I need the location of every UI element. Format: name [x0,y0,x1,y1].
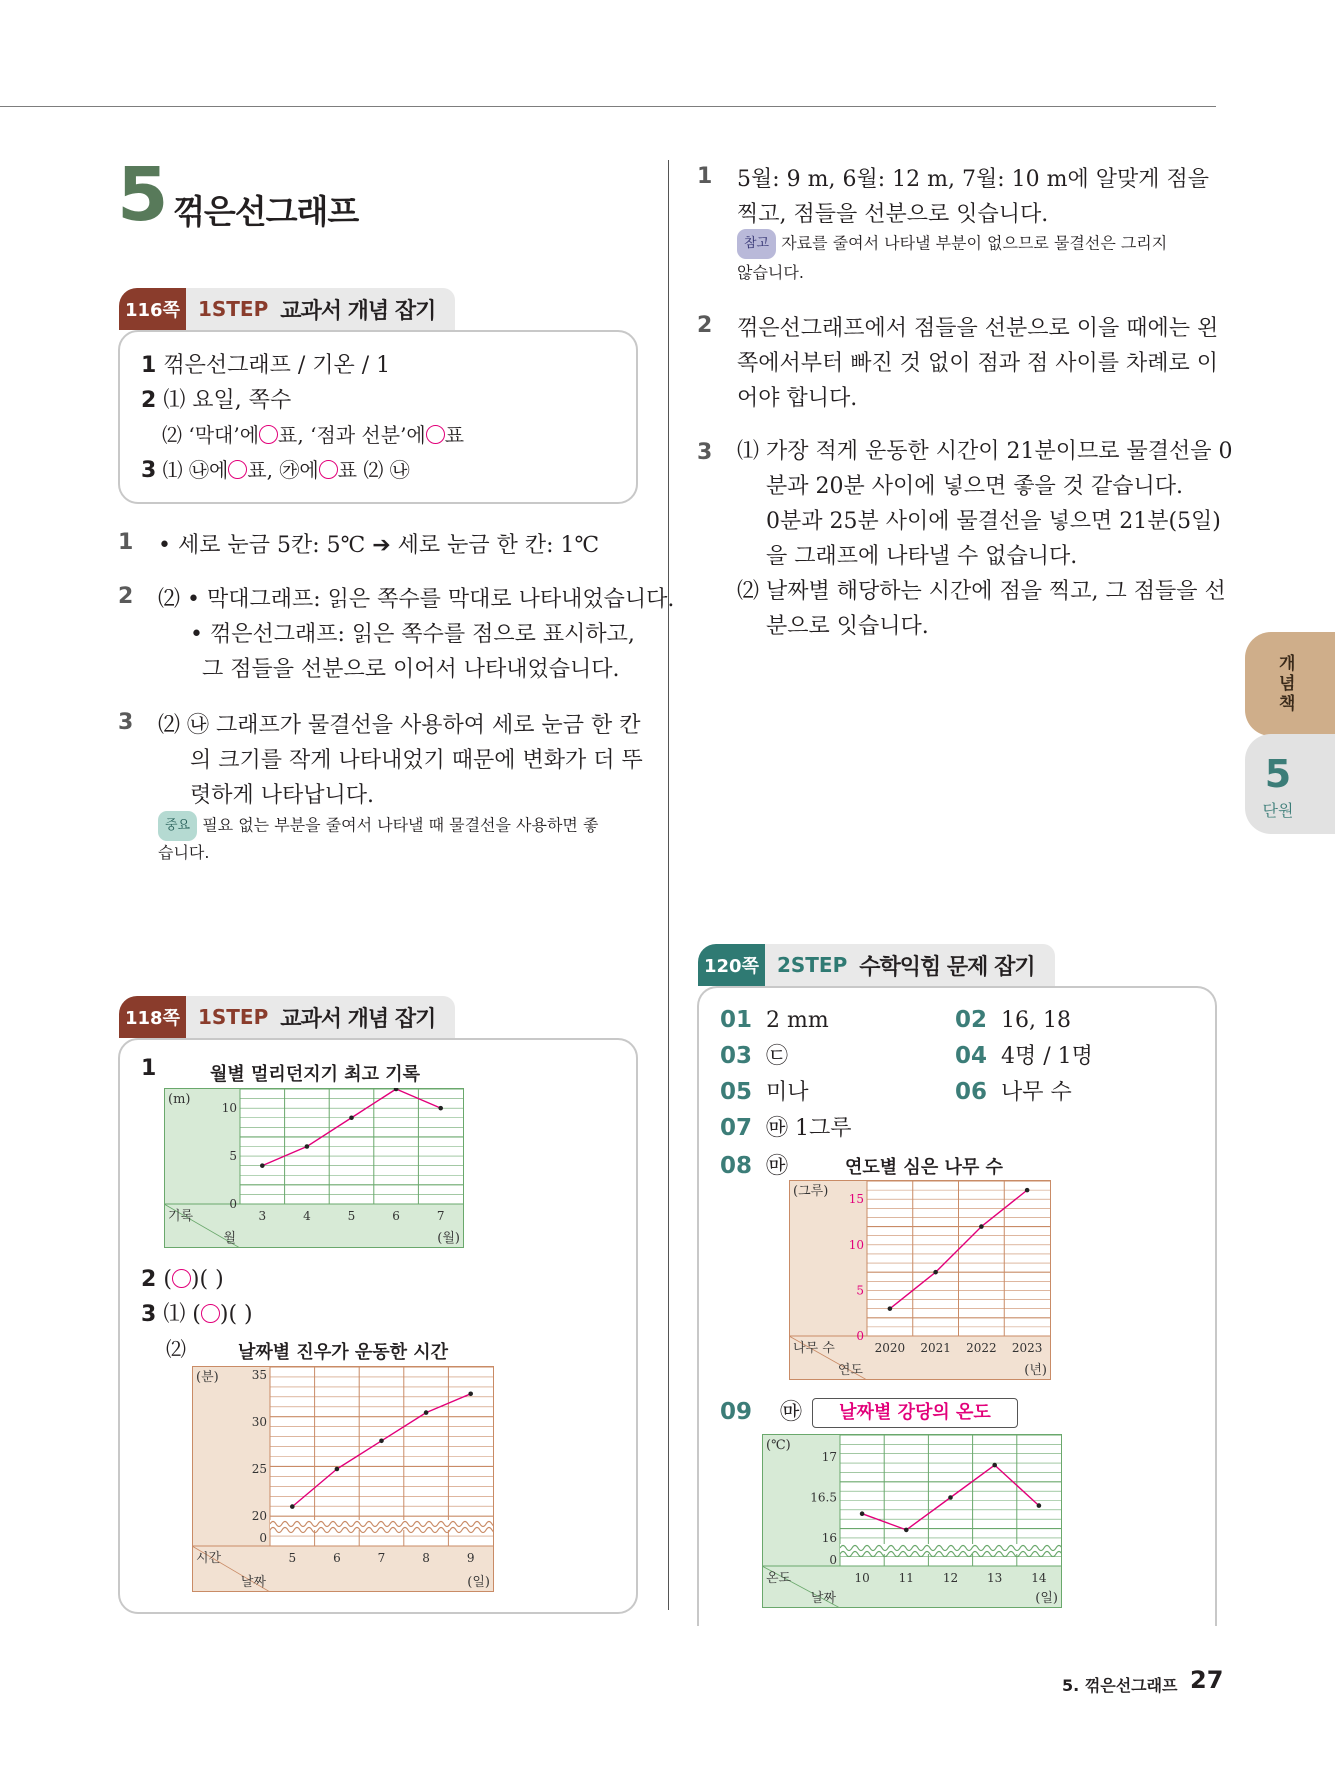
chapter-title: 꺾은선그래프 [173,192,359,231]
footer-chapter-label: 5. 꺾은선그래프 [1062,1676,1178,1695]
circle-mark [172,1269,191,1288]
box118-q3-sub: ⑵ [166,1337,186,1361]
page-badge: 116쪽 [119,288,186,330]
x-unit-label: (일) [467,1575,490,1590]
important-tag: 중요 [158,811,197,841]
circle-mark [259,425,278,444]
right-q2-line: 꺾은선그래프에서 점들을 선분으로 이을 때에는 왼 [737,316,1219,341]
right-q1-line: 찍고, 점들을 선분으로 잇습니다. [737,202,1049,227]
y-unit-label: (분) [196,1370,219,1385]
x-tick-label: 2020 [874,1341,906,1355]
data-point-9 [468,1392,473,1397]
section-title: 수학익힘 문제 잡기 [859,954,1035,980]
chart-trees-planted [789,1180,1051,1380]
y-tick-label: 0 [229,1197,237,1211]
left-q3-line: ⑵ ㉯ 그래프가 물결선을 사용하여 세로 눈금 한 칸 [158,713,641,738]
right-q2-line: 어야 합니다. [737,386,858,411]
answer-08: 08 ㉲ [720,1153,789,1179]
left-q3-line: 의 크기를 작게 나타내었기 때문에 변화가 더 뚜 [190,748,643,773]
section-title: 교과서 개념 잡기 [280,1006,436,1032]
y-tick-label: 16.5 [810,1490,837,1505]
left-q2-line: • 꺾은선그래프: 읽은 쪽수를 점으로 표시하고, [190,622,635,647]
answer-09: 09 ㉲ [720,1399,803,1425]
data-point-6 [335,1467,340,1472]
page-number: 27 [1190,1666,1224,1694]
data-point-2020 [888,1306,893,1311]
box116-line-1: 1 꺾은선그래프 / 기온 / 1 [141,353,391,378]
column-label: 연도 [837,1363,863,1378]
x-tick-label: 6 [392,1209,400,1223]
right-q3-line: 을 그래프에 나타낼 수 없습니다. [766,544,1078,569]
reference-tag: 참고 [737,229,776,259]
chapter-number: 5 [117,152,169,238]
y-tick-label: 10 [221,1101,237,1116]
right-q1-number: 1 [697,164,713,189]
box116-line-4: 3 ⑴ ㉯에 표, ㉮에 표 ⑵ ㉯ [141,458,410,483]
left-q3-number: 3 [118,710,134,735]
step-label: 2STEP [776,953,848,977]
x-tick-label: 2022 [966,1341,997,1355]
box116-line-2: 2 ⑴ 요일, 쪽수 [141,388,292,413]
left-q3-note-2: 습니다. [158,843,210,862]
chart3-title: 연도별 심은 나무 수 [845,1157,1003,1178]
data-point-3 [260,1163,265,1168]
left-q3-note: 중요 필요 없는 부분을 줄여서 나타낼 때 물결선을 사용하면 좋 [158,811,598,841]
page-badge: 118쪽 [119,996,186,1038]
y-tick-label: 0 [259,1531,267,1545]
y-tick-label: 5 [856,1283,864,1298]
left-q3-line: 렷하게 나타납니다. [190,783,375,808]
x-tick-label: 12 [942,1571,959,1585]
data-point-2021 [933,1270,938,1275]
chart-monthly-throw [164,1088,464,1248]
page-badge: 120쪽 [698,944,765,986]
side-tab-concept-book: 개념책 [1245,632,1335,736]
circle-mark [201,1304,220,1323]
column-label: 날짜 [240,1575,266,1590]
column-divider [668,160,669,1610]
x-tick-label: 5 [288,1551,297,1565]
x-tick-label: 2023 [1011,1341,1043,1355]
chart4-title: 날짜별 강당의 온도 [812,1398,1018,1428]
answer-06: 06 나무 수 [955,1079,1072,1105]
answer-05: 05 미나 [720,1079,809,1105]
x-tick-label: 6 [333,1551,341,1565]
step-label: 1STEP [197,297,269,321]
x-tick-label: 11 [898,1571,914,1585]
y-tick-label: 25 [251,1462,267,1476]
circle-mark [426,425,445,444]
data-point-2023 [1025,1188,1030,1193]
box116-line-3: ⑵ ‘막대’에 표, ‘점과 선분’에 표 [162,423,465,447]
step-label: 1STEP [197,1005,269,1029]
left-q2-number: 2 [118,584,134,609]
y-unit-label: (℃) [766,1438,791,1453]
data-point-14 [1037,1503,1042,1508]
y-tick-label: 17 [821,1450,837,1464]
right-q2-line: 쪽에서부터 빠진 것 없이 점과 점 사이를 차례로 이 [737,351,1218,376]
circle-mark [228,460,247,479]
y-unit-label: (m) [168,1092,191,1107]
chart-hall-temperature [762,1434,1062,1608]
left-q2-line: ⑵ • 막대그래프: 읽은 쪽수를 막대로 나타내었습니다. [158,587,675,612]
right-q3-line: 분과 20분 사이에 넣으면 좋을 것 같습니다. [766,474,1183,499]
y-tick-label: 0 [856,1329,864,1343]
chart-exercise-time [192,1366,494,1592]
y-tick-label: 20 [251,1509,267,1523]
right-q3-number: 3 [697,440,713,465]
right-q1-line: 5월: 9 m, 6월: 12 m, 7월: 10 m에 알맞게 점을 [737,167,1209,192]
data-point-13 [992,1463,997,1468]
y-tick-label: 15 [848,1192,864,1207]
data-point-2022 [979,1224,984,1229]
right-q3-line: ⑵ 날짜별 해당하는 시간에 점을 찍고, 그 점들을 선 [737,579,1226,604]
data-point-4 [305,1144,310,1149]
row-label: 기록 [168,1209,194,1224]
top-rule [0,106,1216,107]
left-q1-number: 1 [118,530,134,555]
section-strip [765,944,1055,986]
row-label: 시간 [196,1551,222,1566]
x-unit-label: (년) [1024,1363,1047,1378]
y-tick-label: 0 [829,1553,837,1567]
y-tick-label: 5 [229,1149,237,1164]
right-q1-note: 참고 자료를 줄여서 나타낼 부분이 없으므로 물결선은 그리지 [737,229,1167,259]
x-tick-label: 10 [854,1571,870,1585]
answer-02: 02 16, 18 [955,1007,1071,1033]
x-tick-label: 8 [422,1551,430,1565]
x-tick-label: 7 [377,1551,386,1565]
data-point-11 [904,1528,909,1533]
left-q2-line: 그 점들을 선분으로 이어서 나타내었습니다. [202,657,620,682]
data-point-5 [349,1115,354,1120]
x-tick-label: 9 [466,1551,475,1565]
y-tick-label: 30 [251,1415,267,1429]
answer-04: 04 4명 / 1명 [955,1043,1093,1069]
x-tick-label: 5 [347,1209,356,1223]
answer-01: 01 2 mm [720,1007,829,1033]
x-unit-label: (월) [437,1231,460,1246]
row-label: 온도 [766,1571,792,1586]
section-header-116 [119,288,455,330]
x-tick-label: 2021 [920,1341,951,1355]
y-unit-label: (그루) [793,1184,829,1199]
right-q1-note-2: 않습니다. [737,263,804,282]
right-q3-line: 0분과 25분 사이에 물결선을 넣으면 21분(5일) [766,509,1221,534]
y-tick-label: 16 [821,1531,837,1545]
chart1-title: 월별 멀리던지기 최고 기록 [210,1064,421,1085]
x-tick-label: 3 [258,1209,267,1223]
x-tick-label: 7 [436,1209,445,1223]
right-q3-line: ⑴ 가장 적게 운동한 시간이 21분이므로 물결선을 0 [737,439,1233,464]
right-q3-line: 분으로 잇습니다. [766,614,929,639]
data-point-8 [424,1410,429,1415]
box118-q3: 3 ⑴ ( )( ) [141,1302,253,1327]
row-label: 나무 수 [793,1341,835,1356]
left-q1-text: • 세로 눈금 5칸: 5℃ ➔ 세로 눈금 한 칸: 1℃ [158,533,600,558]
data-point-10 [860,1511,865,1516]
data-point-7 [379,1439,384,1444]
side-tab-unit: 5 단원 [1245,734,1335,834]
answer-07: 07 ㉲ 1그루 [720,1115,852,1141]
column-label: 월 [223,1231,236,1246]
x-unit-label: (일) [1035,1591,1058,1606]
section-header-118 [119,996,455,1038]
y-tick-label: 10 [848,1237,864,1252]
data-point-7 [438,1106,443,1111]
section-title: 교과서 개념 잡기 [280,298,436,324]
section-strip [186,288,455,330]
box118-q2: 2 ( )( ) [141,1267,224,1292]
y-tick-label: 35 [251,1368,267,1382]
right-q2-number: 2 [697,313,713,338]
x-tick-label: 4 [303,1209,311,1223]
data-point-12 [948,1495,953,1500]
circle-mark [319,460,338,479]
data-point-5 [290,1504,295,1509]
section-header-120 [698,944,1055,986]
answer-03: 03 ㉢ [720,1043,789,1069]
column-label: 날짜 [810,1591,836,1606]
x-tick-label: 13 [987,1571,1003,1585]
x-tick-label: 14 [1031,1571,1047,1585]
section-strip [186,996,455,1038]
chart2-title: 날짜별 진우가 운동한 시간 [238,1342,449,1363]
box118-q1-number: 1 [141,1056,157,1081]
